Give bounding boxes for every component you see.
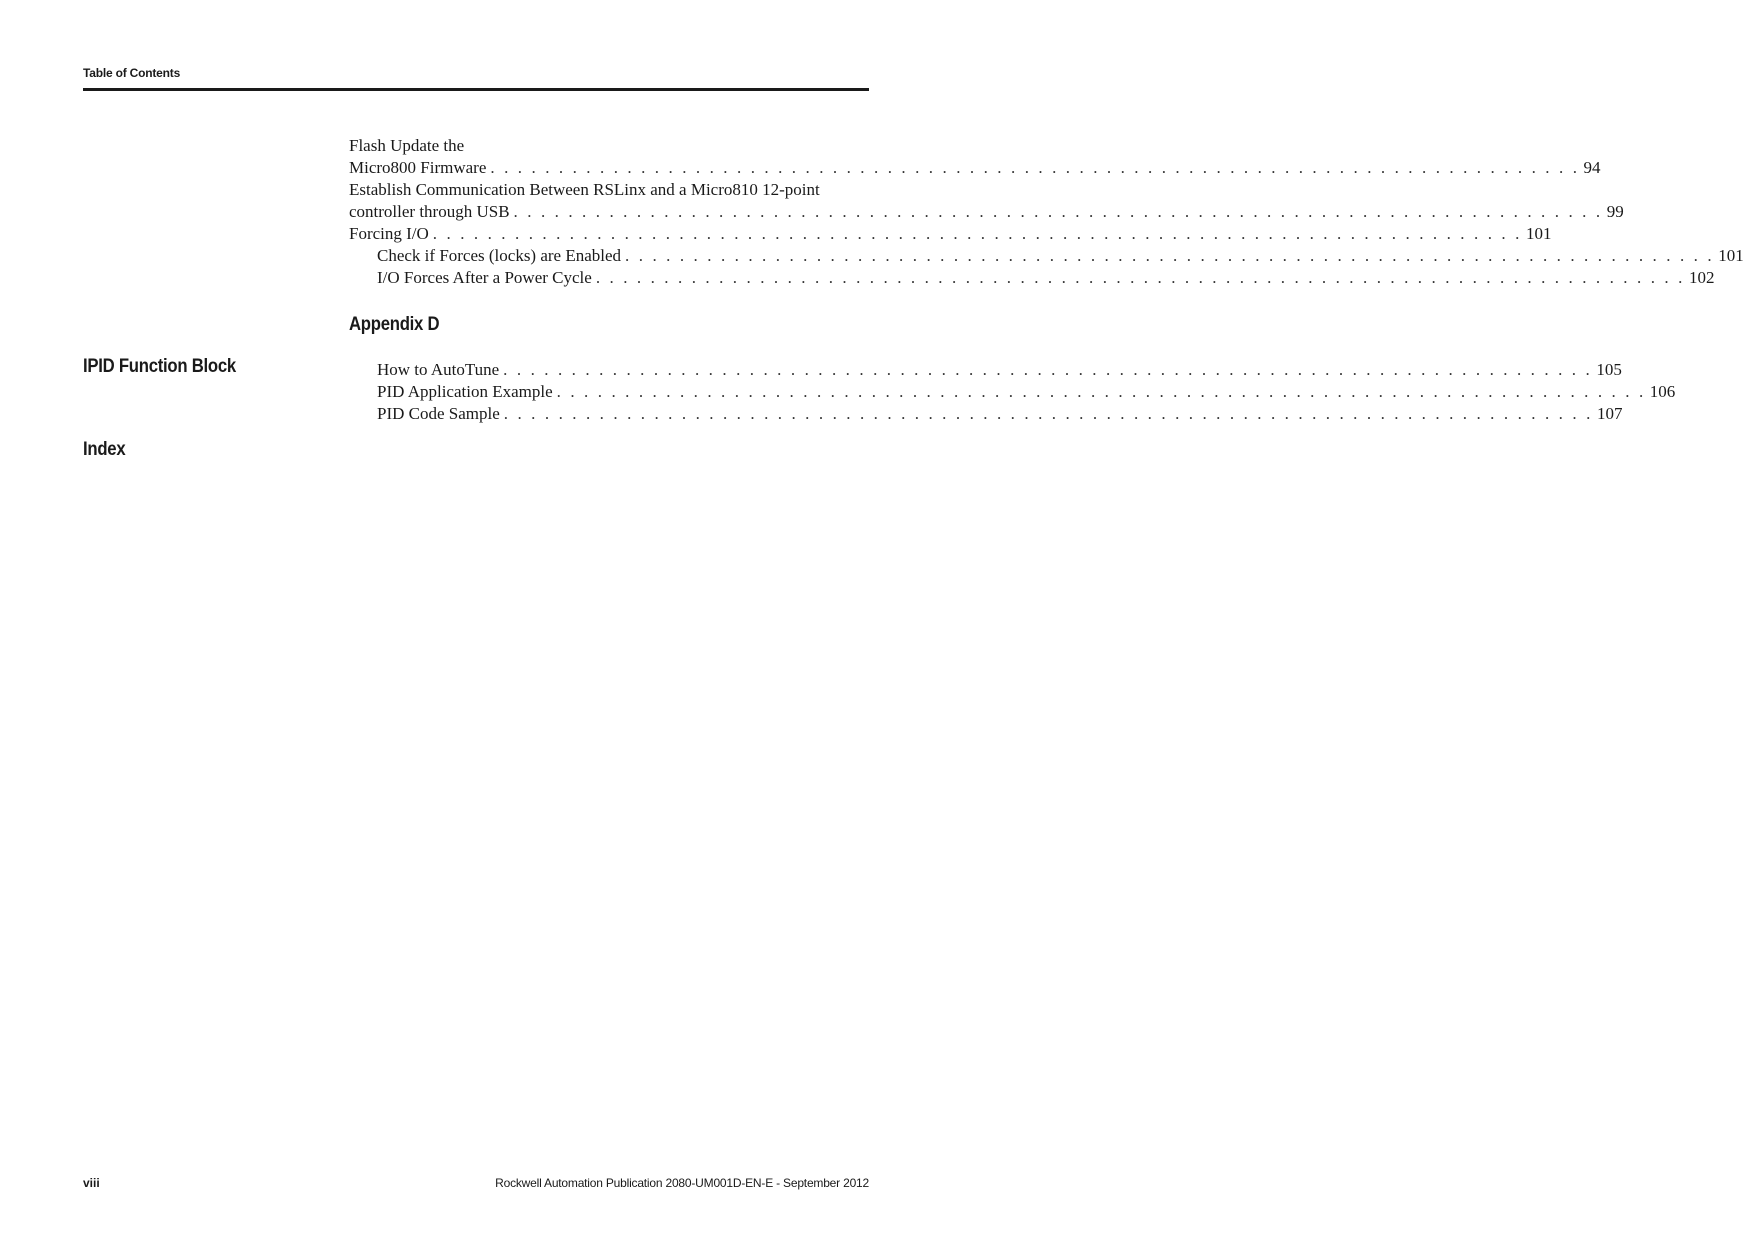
- running-header: Table of Contents: [83, 66, 181, 80]
- toc-entry-title: Establish Communication Between RSLinx and a Micro810 12-point: [349, 180, 820, 199]
- page-number: viii: [83, 1176, 100, 1190]
- toc-entry[interactable]: [349, 267, 1715, 289]
- toc-entry[interactable]: [349, 359, 1622, 381]
- toc-page-number: 99: [1606, 202, 1624, 221]
- toc-entry-title: PID Code Sample: [377, 404, 500, 423]
- dot-leader: . . . . . . . . . . . . . . . . . . . . . . . . . . . . . . . . . . . . . . . . . . . . . . . . . . . . . . . . . . . . . . . . . . . . . . . . . . . . . . . .: [432, 224, 1522, 243]
- toc-entry: [349, 135, 869, 157]
- toc-entry-title: Forcing I/O: [349, 224, 429, 243]
- toc-list-continued: [349, 135, 1744, 289]
- dot-leader: . . . . . . . . . . . . . . . . . . . . . . . . . . . . . . . . . . . . . . . . . . . . . . . . . . . . . . . . . . . . . . . . . . . . . . . . . . . . . . . .: [595, 268, 1685, 287]
- toc-entry-title: controller through USB: [349, 202, 510, 221]
- toc-page-number: 107: [1596, 404, 1623, 423]
- index-heading: Index: [83, 439, 126, 460]
- dot-leader: . . . . . . . . . . . . . . . . . . . . . . . . . . . . . . . . . . . . . . . . . . . . . . . . . . . . . . . . . . . . . . . . . . . . . . . . . . . . . . . .: [490, 158, 1580, 177]
- toc-entry-title: Micro800 Firmware: [349, 158, 487, 177]
- toc-list-appendix-d: [349, 359, 1676, 425]
- toc-entry[interactable]: [349, 381, 1676, 403]
- dot-leader: . . . . . . . . . . . . . . . . . . . . . . . . . . . . . . . . . . . . . . . . . . . . . . . . . . . . . . . . . . . . . . . . . . . . . . . . . . . . . . . .: [556, 382, 1646, 401]
- toc-entry-title: Flash Update the: [349, 136, 465, 155]
- header-rule: [83, 88, 869, 91]
- toc-entry[interactable]: [349, 223, 1552, 245]
- toc-entry-title: I/O Forces After a Power Cycle: [377, 268, 592, 287]
- toc-entry-title: How to AutoTune: [377, 360, 500, 379]
- toc-page-number: 94: [1583, 158, 1601, 177]
- toc-page-number: 105: [1596, 360, 1622, 379]
- appendix-d-heading: Appendix D: [349, 314, 440, 335]
- toc-entry-title: Check if Forces (locks) are Enabled: [377, 246, 622, 265]
- dot-leader: . . . . . . . . . . . . . . . . . . . . . . . . . . . . . . . . . . . . . . . . . . . . . . . . . . . . . . . . . . . . . . . . . . . . . . . . . . . . . . . .: [625, 246, 1715, 265]
- dot-leader: . . . . . . . . . . . . . . . . . . . . . . . . . . . . . . . . . . . . . . . . . . . . . . . . . . . . . . . . . . . . . . . . . . . . . . . . . . . . . . . .: [513, 202, 1603, 221]
- appendix-d-title: IPID Function Block: [83, 356, 236, 377]
- toc-entry: [349, 179, 869, 201]
- publication-info: Rockwell Automation Publication 2080-UM001D-EN-E - September 2012: [495, 1176, 869, 1190]
- toc-entry[interactable]: [349, 157, 1601, 179]
- toc-entry[interactable]: [349, 403, 1623, 425]
- toc-page-number: 101: [1525, 224, 1552, 243]
- dot-leader: . . . . . . . . . . . . . . . . . . . . . . . . . . . . . . . . . . . . . . . . . . . . . . . . . . . . . . . . . . . . . . . . . . . . . . . . . . . . . . . .: [503, 404, 1593, 423]
- dot-leader: . . . . . . . . . . . . . . . . . . . . . . . . . . . . . . . . . . . . . . . . . . . . . . . . . . . . . . . . . . . . . . . . . . . . . . . . . . . . . . . .: [503, 360, 1593, 379]
- toc-entry-title: PID Application Example: [377, 382, 553, 401]
- toc-page-number: 101: [1718, 246, 1744, 265]
- toc-page-number: 106: [1649, 382, 1676, 401]
- toc-entry[interactable]: [349, 245, 1744, 267]
- toc-entry[interactable]: [349, 201, 1624, 223]
- toc-page-number: 102: [1688, 268, 1715, 287]
